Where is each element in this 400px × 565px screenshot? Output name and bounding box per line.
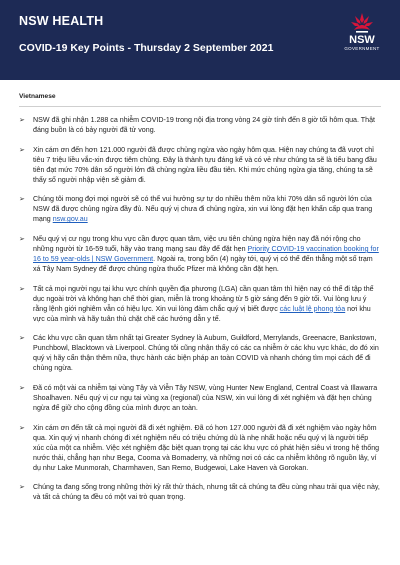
list-item bbox=[19, 333, 380, 373]
language-label: Vietnamese bbox=[19, 93, 56, 100]
list-item bbox=[19, 423, 380, 473]
arrow-bullet-icon: ➢ bbox=[19, 196, 25, 204]
arrow-bullet-icon: ➢ bbox=[19, 424, 25, 432]
arrow-bullet-icon: ➢ bbox=[19, 285, 25, 293]
point-text: Chúng ta đang sống trong những thời kỳ rất thử thách, nhưng tất cả chúng ta đều cùng nhau trải qua việc này, và tất cả chúng ta đều có một vai trò quan trọng. bbox=[33, 483, 380, 502]
divider bbox=[19, 106, 381, 107]
key-points-list bbox=[0, 115, 400, 502]
header-banner bbox=[0, 0, 400, 80]
point-text: Xin cám ơn đến hơn 121.000 người đã được chủng ngừa vào ngày hôm qua. Hiện nay chúng ta đã vượt chỉ tiêu 7 triệu liều vắc-xin được tiêm chủng. Đây là thành tựu đáng kể và có vẻ như chúng ta sẽ là tiểu bang đầu tiên đạt mức 70% dân số người lớn đã chủng ngừa liều đầu tiên. Khi mức chủng ngừa gia tăng, chúng ta sẽ thấy số người nhập viện sẽ giảm đi. bbox=[33, 145, 377, 184]
logo-subtext: GOVERNMENT bbox=[344, 46, 380, 51]
point-text: Chúng tôi mong đợi mọi người sẽ có thể vui hưởng sự tự do nhiều thêm nữa khi 70% dân số người lớn của NSW đã được chủng ngừa đầy đủ. Nếu quý vị chưa đi chủng ngừa, xin vui lòng đặt hẹn khẩn cấp qua trang mạng bbox=[33, 195, 373, 224]
list-item bbox=[19, 383, 380, 413]
point-text: Tất cả mọi người ngụ tại khu vực chính quyền địa phương (LGA) cần quan tâm thì hiện nay có thể đi tập thể dục ngoài trời và không hạn chế thời gian, miễn là trong khoảng từ 5 giờ sáng đến 9 giờ tối. Vui lòng lưu ý rằng lệnh giới nghiêm vẫn có hiệu lực. Xin vui lòng đảm chắc quý vị biết được bbox=[33, 284, 374, 313]
point-text: Xin cám ơn đến tất cả mọi người đã đi xét nghiệm. Đã có hơn 127.000 người đã đi xét nghiệm vào ngày hôm qua. Xin quý vị nhanh chóng đi xét nghiệm nếu có triệu chứng dù là nhẹ nhất hoặc nếu quý vị là người tiếp xúc của một ca nhiễm. Việc xét nghiệm đặc biệt quan trọng tại các khu vực có phát hiện siêu vi trong hệ thống nước thải, chẳng hạn như Bega, Cooma và Bomaderry, và những nơi có các ca nhiễm không rõ nguồn lây, ví dụ như Lake Munmorah, Charmhaven, San Remo, Budgewoi, Lake Haven và Gorokan. bbox=[33, 423, 380, 472]
arrow-bullet-icon: ➢ bbox=[19, 335, 25, 343]
logo-wordmark: NSW bbox=[349, 34, 375, 46]
lockdown-rules-link[interactable]: các luật lệ phong tỏa bbox=[279, 304, 346, 313]
page-title: NSW HEALTH bbox=[19, 14, 104, 28]
list-item bbox=[19, 482, 380, 502]
nsw-gov-link[interactable]: nsw.gov.au bbox=[52, 215, 88, 224]
page-subtitle: COVID-19 Key Points - Thursday 2 September 2021 bbox=[19, 42, 274, 54]
nsw-government-logo bbox=[342, 12, 382, 52]
point-text: NSW đã ghi nhận 1.288 ca nhiễm COVID-19 trong nội địa trong vòng 24 giờ tính đến 8 giờ tối hôm qua. Thật đáng buồn là có bảy người đã tử vong. bbox=[33, 116, 375, 135]
list-item bbox=[19, 284, 380, 324]
arrow-bullet-icon: ➢ bbox=[19, 384, 25, 392]
arrow-bullet-icon: ➢ bbox=[19, 235, 25, 243]
waratah-flower-icon bbox=[350, 12, 374, 34]
point-text-after: nơi khu vực của mình và hãy tuân thủ chặt chẽ các hướng dẫn y tế. bbox=[33, 304, 371, 323]
list-item bbox=[19, 194, 380, 224]
list-item bbox=[19, 145, 380, 185]
point-text-after: . Ngoài ra, trong bốn (4) ngày tới, quý vị có thể đến thẳng một số trạm xá Tây Nam Sydney để được chủng ngừa thuốc Pfizer mà không cần đặt hẹn. bbox=[33, 255, 373, 274]
point-text: Nếu quý vị cư ngụ trong khu vực cần được quan tâm, việc ưu tiên chủng ngừa hiện nay đã nới rộng cho những người từ 16-59 tuổi, hãy vào trang mạng sau đây để đặt hẹn bbox=[33, 234, 361, 253]
arrow-bullet-icon: ➢ bbox=[19, 146, 25, 154]
list-item bbox=[19, 115, 380, 135]
point-text: Đã có một vài ca nhiễm tại vùng Tây và Viễn Tây NSW, vùng Hunter New England, Central Coast và Illawarra Shoalhaven. Nếu quý vị cư ngụ tại vùng xa (regional) của NSW, xin vui lòng đi xét nghiệm và đặt hẹn chủng ngừa để giữ cho cộng đồng của mình được an toàn. bbox=[33, 383, 378, 413]
vaccination-booking-link[interactable]: Priority COVID-19 vaccination booking for 16 to 59 year-olds | NSW Government bbox=[33, 244, 379, 264]
arrow-bullet-icon: ➢ bbox=[19, 117, 25, 124]
arrow-bullet-icon: ➢ bbox=[19, 484, 25, 492]
list-item bbox=[19, 234, 380, 274]
point-text: Các khu vực cần quan tâm nhất tại Greater Sydney là Auburn, Guildford, Merrylands, Greenacre, Bankstown, Punchbowl, Blacktown và Liverpool. Chúng tôi cũng nhận thấy có các ca nhiễm ở các khu vực khác, do đó xin quý vị hãy cẩn thận thêm nữa, thực hành các biện pháp an toàn COVID và nhanh chóng tìm mọi cách để đi chủng ngừa. bbox=[33, 334, 379, 373]
